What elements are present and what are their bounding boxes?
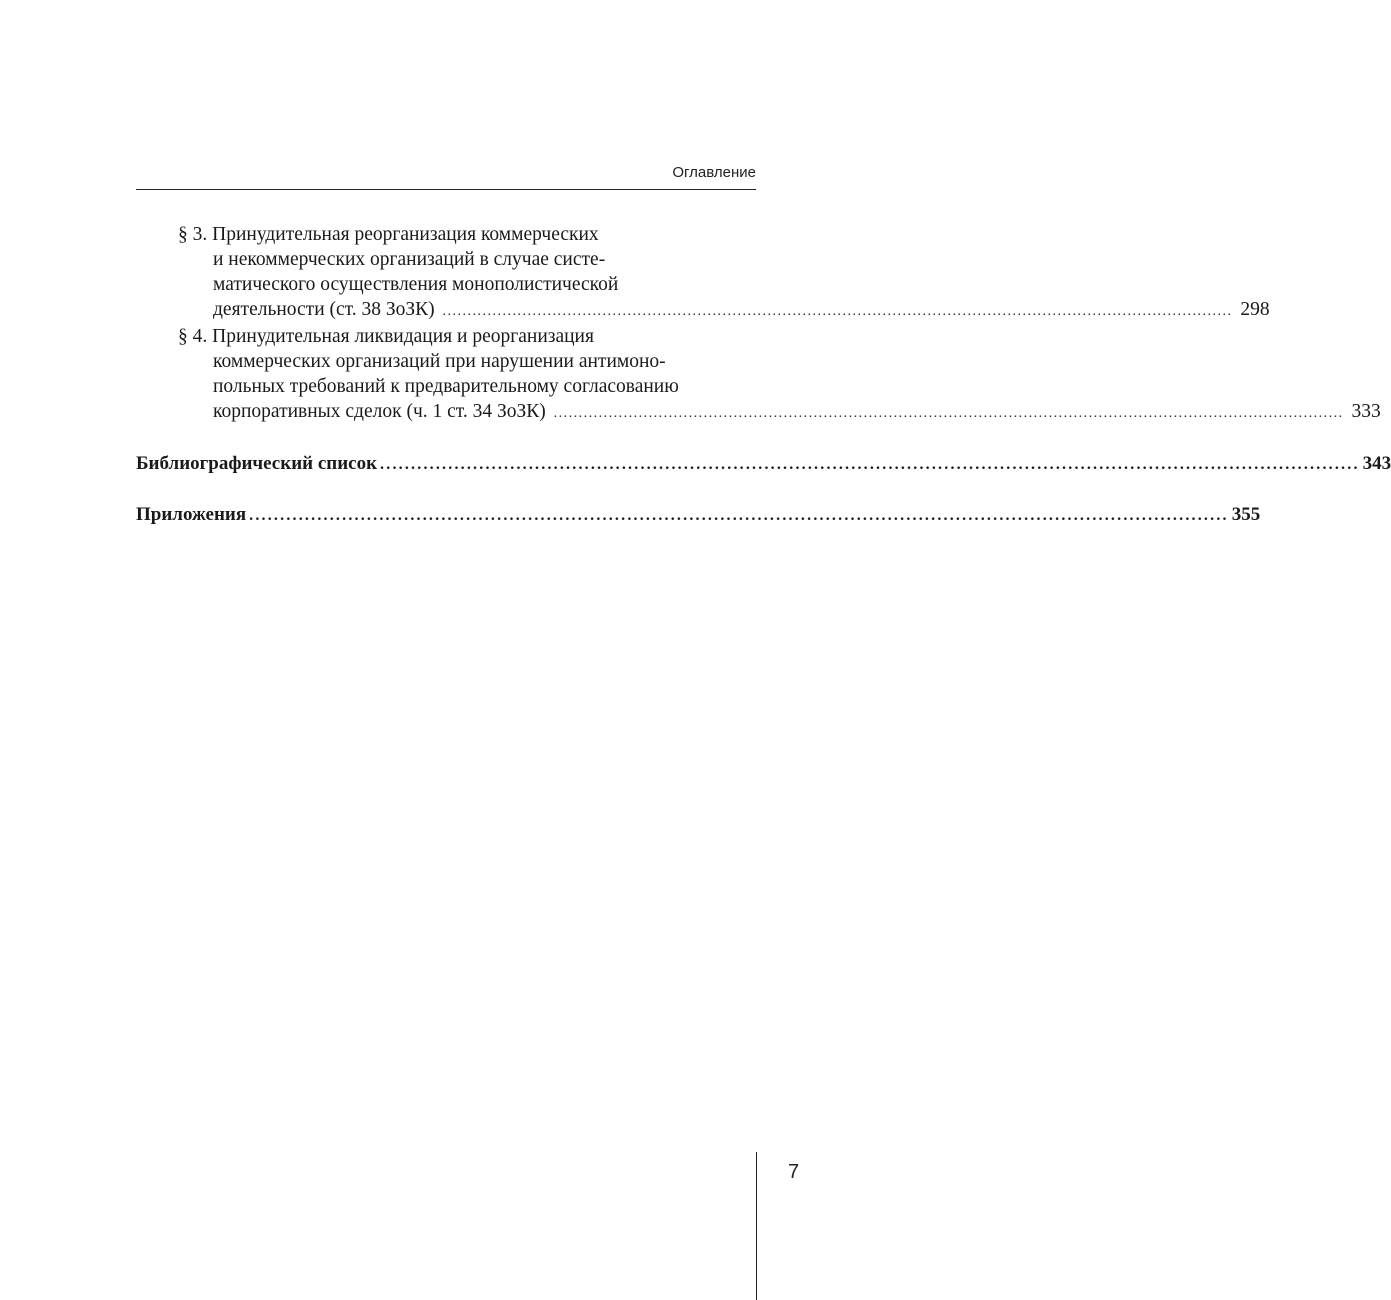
toc-entry-line: польных требований к предварительному согласованию (213, 376, 679, 397)
toc-page-number: 298 (1240, 299, 1270, 320)
header-rule (136, 189, 756, 190)
toc-entry-line: деятельности (ст. 38 ЗоЗК) (213, 299, 435, 320)
toc-entry-section-3[interactable] (136, 222, 1270, 324)
toc-entry-line: § 3. Принудительная реорганизация коммерческих (178, 224, 599, 245)
toc-entry-last-line (136, 297, 1270, 324)
table-of-contents (136, 222, 1391, 528)
dot-leader (554, 406, 1344, 421)
toc-entry-last-line (136, 399, 1381, 426)
folio-rule (756, 1152, 757, 1300)
toc-entry-title: Приложения (136, 504, 247, 525)
toc-entry-appendices[interactable] (136, 502, 1261, 528)
running-head: Оглавление (672, 164, 756, 181)
toc-page-number: 355 (1231, 504, 1261, 525)
toc-entry-section-4[interactable] (136, 324, 1381, 426)
toc-entry-bibliography[interactable] (136, 451, 1391, 477)
toc-entry-title: Библиографический список (136, 453, 378, 474)
toc-entry-line: коммерческих организаций при нарушении антимоно- (213, 351, 666, 372)
dot-leader (443, 304, 1233, 319)
toc-page-number: 333 (1351, 401, 1381, 422)
toc-entry-line: и некоммерческих организаций в случае систе- (213, 249, 606, 270)
toc-entry-line: § 4. Принудительная ликвидация и реорганизация (178, 326, 594, 347)
toc-entry-line: корпоративных сделок (ч. 1 ст. 34 ЗоЗК) (213, 401, 546, 422)
dot-leader (249, 503, 1229, 528)
page-number: 7 (788, 1161, 800, 1183)
toc-page-number: 343 (1362, 453, 1391, 474)
dot-leader (380, 452, 1360, 477)
toc-entry-line: матического осуществления монополистической (213, 274, 619, 295)
